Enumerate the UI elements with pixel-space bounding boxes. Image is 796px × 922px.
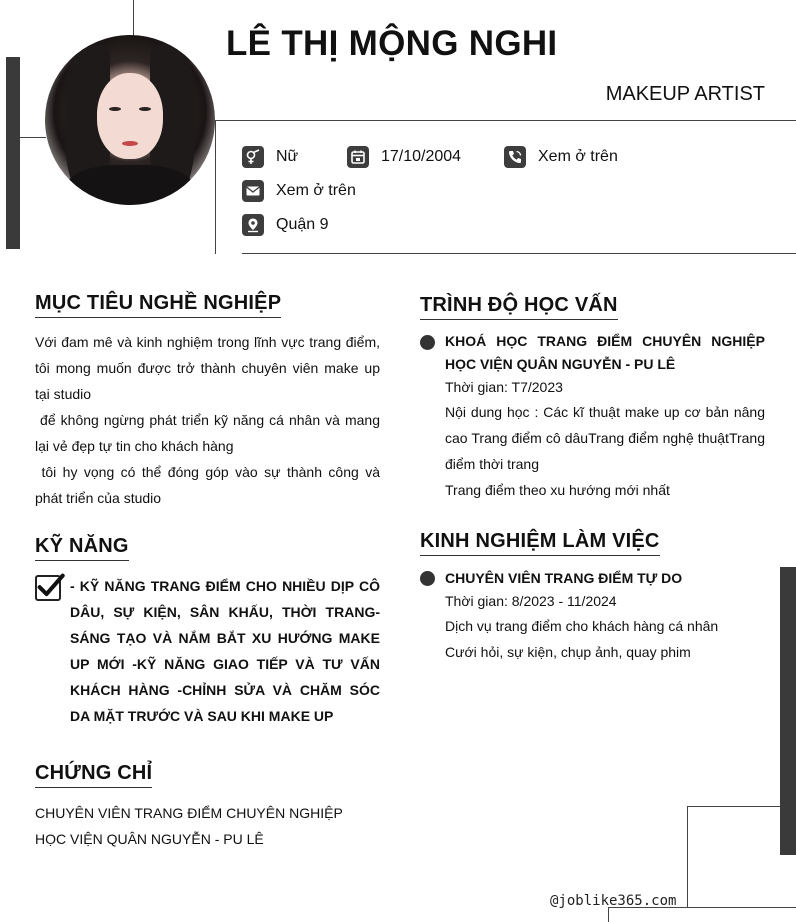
info-bottom-divider — [242, 253, 796, 254]
birthdate-info — [347, 146, 461, 168]
address-value: Quận 9 — [276, 216, 329, 233]
bottom-box-top — [687, 806, 780, 807]
experience-time: Thời gian: 8/2023 - 11/2024 — [445, 593, 617, 609]
birthdate-value: 17/10/2004 — [381, 148, 462, 165]
skills-title: KỸ NĂNG — [35, 535, 129, 561]
check-icon — [35, 575, 61, 601]
certificate-line: HỌC VIỆN QUÂN NGUYỄN - PU LÊ — [35, 831, 264, 847]
certificates-title: CHỨNG CHỈ — [35, 762, 152, 788]
objective-line: Với đam mê và kinh nghiệm trong lĩnh vực trang điểm, tôi mong muốn được trở thành chuyên viên make up tại studio — [35, 334, 380, 402]
experience-entry — [445, 567, 765, 665]
right-accent-bar — [780, 567, 796, 855]
bottom-box-left — [687, 806, 688, 908]
calendar-icon — [347, 146, 369, 168]
experience-line: Cưới hỏi, sự kiện, chụp ảnh, quay phim — [445, 644, 691, 660]
certificates-text — [35, 800, 380, 852]
avatar-horizontal-line — [20, 137, 46, 138]
info-vertical-line — [215, 120, 216, 254]
objective-title: MỤC TIÊU NGHỀ NGHIỆP — [35, 292, 281, 318]
bottom-small-line — [608, 907, 609, 922]
objective-line: để không ngừng phát triển kỹ năng cá nhân và mang lại vẻ đẹp tự tin cho khách hàng — [35, 412, 384, 454]
education-name: KHOÁ HỌC TRANG ĐIỂM CHUYÊN NGHIỆP HỌC VIỆN QUÂN NGUYỄN - PU LÊ — [445, 333, 765, 372]
email-info — [242, 180, 356, 202]
education-title: TRÌNH ĐỘ HỌC VẤN — [420, 294, 618, 320]
education-content: Nội dung học : Các kĩ thuật make up cơ bản nâng cao Trang điểm cô dâuTrang điểm nghệ thuậtTrang điểm thời trang — [445, 404, 765, 472]
phone-icon — [504, 146, 526, 168]
candidate-name: LÊ THỊ MỘNG NGHI — [226, 24, 558, 63]
avatar — [45, 35, 215, 205]
top-vertical-line — [133, 0, 134, 36]
objective-text — [35, 329, 384, 511]
education-extra: Trang điểm theo xu hướng mới nhất — [445, 482, 670, 498]
experience-name: CHUYÊN VIÊN TRANG ĐIỂM TỰ DO — [445, 570, 683, 586]
job-title: MAKEUP ARTIST — [605, 83, 765, 105]
left-accent-bar — [6, 57, 20, 249]
email-icon — [242, 180, 264, 202]
phone-value: Xem ở trên — [538, 148, 618, 165]
experience-title: KINH NGHIỆM LÀM VIỆC — [420, 530, 660, 556]
experience-bullet — [420, 571, 435, 586]
phone-info — [504, 146, 618, 168]
certificate-line: CHUYÊN VIÊN TRANG ĐIỂM CHUYÊN NGHIỆP — [35, 805, 343, 821]
watermark: @joblike365.com — [550, 893, 677, 909]
address-info — [242, 214, 328, 236]
education-entry — [445, 330, 765, 503]
skills-text: - KỸ NĂNG TRANG ĐIỂM CHO NHIỀU DỊP CÔ DÂU, SỰ KIỆN, SÂN KHẤU, THỜI TRANG-SÁNG TẠO VÀ NẮM BẮT XU HƯỚNG MAKE UP MỚI -KỸ NĂNG GIAO TIẾP VÀ TƯ VẤN KHÁCH HÀNG -CHỈNH SỬA VÀ CHĂM SÓC DA MẶT TRƯỚC VÀ SAU KHI MAKE UP — [70, 578, 380, 724]
gender-value: Nữ — [276, 148, 299, 165]
gender-icon — [242, 146, 264, 168]
location-icon — [242, 214, 264, 236]
header-divider — [215, 120, 796, 121]
experience-line: Dịch vụ trang điểm cho khách hàng cá nhân — [445, 618, 719, 634]
gender-info — [242, 146, 298, 168]
email-value: Xem ở trên — [276, 182, 356, 199]
education-bullet — [420, 335, 435, 350]
objective-line: tôi hy vọng có thể đóng góp vào sự thành công và phát triển của studio — [35, 464, 384, 506]
education-time: Thời gian: T7/2023 — [445, 379, 563, 395]
